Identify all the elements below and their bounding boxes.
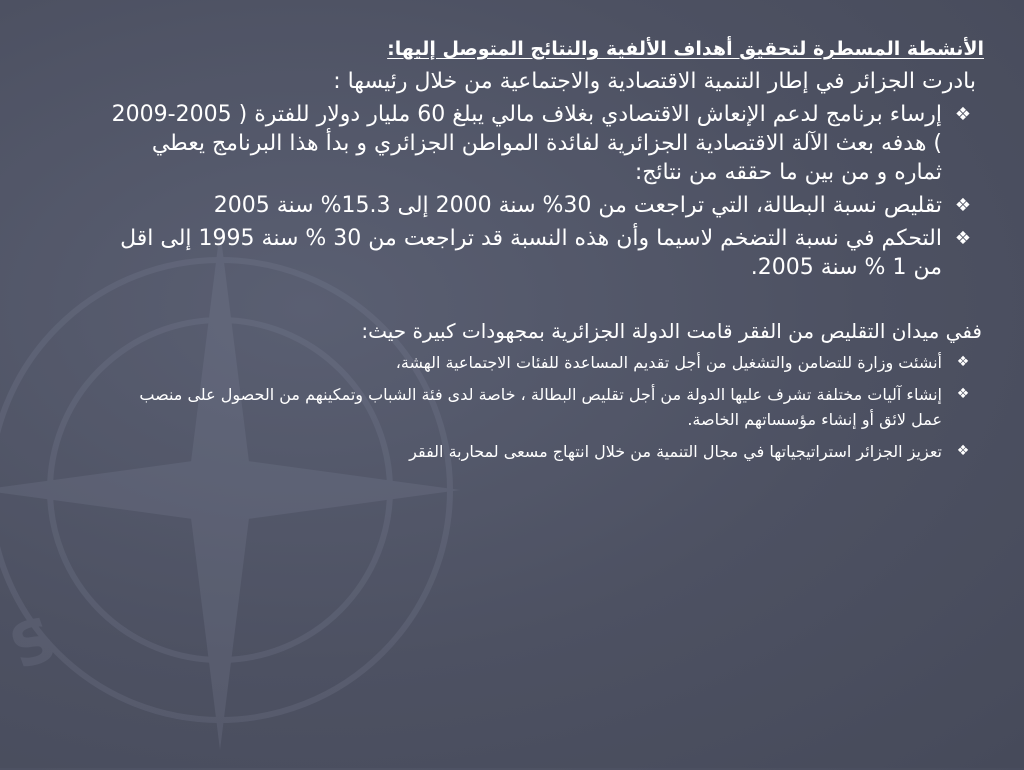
diamond-bullet-icon: ❖ bbox=[954, 195, 972, 216]
bullet-text: تقليص نسبة البطالة، التي تراجعت من 30% سنة 2000 إلى 15.3% سنة 2005 bbox=[213, 193, 942, 218]
diamond-bullet-icon: ❖ bbox=[954, 104, 972, 125]
diamond-bullet-icon: ❖ bbox=[956, 443, 970, 459]
list-item bbox=[40, 382, 984, 432]
sub-bullet-text: أنشئت وزارة للتضامن والتشغيل من أجل تقديم المساعدة للفئات الاجتماعية الهشة، bbox=[395, 353, 942, 372]
list-item bbox=[40, 350, 984, 375]
sub-bullet-text: تعزيز الجزائر استراتيجياتها في مجال التنمية من خلال انتهاج مسعى لمحاربة الفقر bbox=[409, 442, 942, 461]
bullet-text: إرساء برنامج لدعم الإنعاش الاقتصادي بغلاف مالي يبلغ 60 مليار دولار للفترة ( 2005-2009 ) هدفه بعث الآلة الاقتصادية الجزائرية لفائدة المواطن الجزائري و بدأ هذا البرنامج يعطي ثماره و من بين ما حققه من نتائج: bbox=[111, 102, 942, 185]
slide-content bbox=[40, 32, 984, 471]
poverty-section-title: ففي ميدان التقليص من الفقر قامت الدولة الجزائرية بمجهودات كبيرة حيث: bbox=[361, 319, 982, 343]
list-item bbox=[40, 100, 984, 187]
poverty-measures-list bbox=[40, 350, 984, 464]
diamond-bullet-icon: ❖ bbox=[956, 386, 970, 402]
achievements-list bbox=[40, 100, 984, 282]
list-item bbox=[40, 191, 984, 220]
intro-line: بادرت الجزائر في إطار التنمية الاقتصادية والاجتماعية من خلال رئيسها : bbox=[333, 69, 976, 94]
diamond-bullet-icon: ❖ bbox=[956, 354, 970, 370]
compass-letter-s: S bbox=[1, 603, 66, 685]
diamond-bullet-icon: ❖ bbox=[954, 228, 972, 249]
slide-heading: الأنشطة المسطرة لتحقيق أهداف الألفية والنتائج المتوصل إليها: bbox=[387, 38, 984, 60]
sub-bullet-text: إنشاء آليات مختلفة تشرف عليها الدولة من أجل تقليص البطالة ، خاصة لدى فئة الشباب وتمكينهم من الحصول على منصب عمل لائق أو إنشاء مؤسساتهم الخاصة. bbox=[139, 385, 942, 429]
section-spacer bbox=[40, 286, 984, 316]
list-item bbox=[40, 224, 984, 282]
bullet-text: التحكم في نسبة التضخم لاسيما وأن هذه النسبة قد تراجعت من 30 % سنة 1995 إلى اقل من 1 % سنة 2005. bbox=[120, 226, 942, 280]
list-item bbox=[40, 439, 984, 464]
